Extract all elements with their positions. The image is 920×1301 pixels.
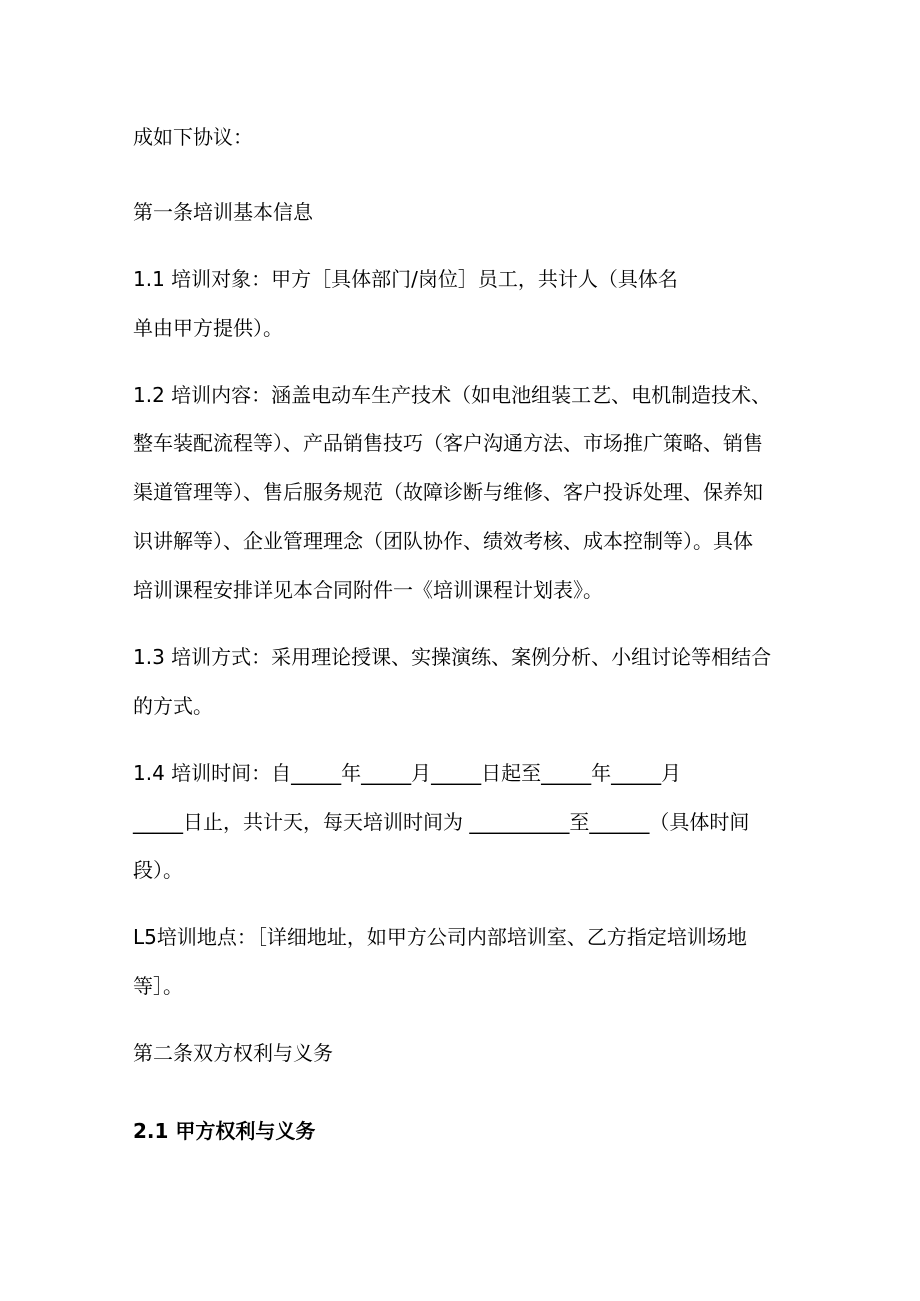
article-2-heading: 第二条双方权利与义务 <box>133 1041 333 1065</box>
clause-1-3-line-2: 的方式。 <box>133 694 213 718</box>
article-1-heading: 第一条培训基本信息 <box>133 200 313 224</box>
clause-1-2-line-5: 培训课程安排详见本合同附件一《培训课程计划表》。 <box>133 578 603 602</box>
clause-1-5-line-1: L5培训地点：［详细地址，如甲方公司内部培训室、乙方指定培训场地 <box>133 925 747 949</box>
clause-1-4-line-2: _____日止，共计天，每天培训时间为 __________至______（具体时间 <box>133 810 750 834</box>
intro-line: 成如下协议： <box>133 125 253 149</box>
clause-1-2-line-3: 渠道管理等）、售后服务规范（故障诊断与维修、客户投诉处理、保养知 <box>133 480 763 504</box>
section-2-1-heading: 2.1 甲方权利与义务 <box>133 1119 316 1143</box>
clause-1-2-line-4: 识讲解等）、企业管理理念（团队协作、绩效考核、成本控制等）。具体 <box>133 529 753 553</box>
clause-1-1-line-1: 1.1 培训对象：甲方［具体部门/岗位］员工，共计人（具体名 <box>133 267 678 291</box>
clause-1-2-line-1: 1.2 培训内容：涵盖电动车生产技术（如电池组装工艺、电机制造技术、 <box>133 383 772 407</box>
clause-1-4-line-3: 段）。 <box>133 858 183 882</box>
clause-1-2-line-2: 整车装配流程等）、产品销售技巧（客户沟通方法、市场推广策略、销售 <box>133 431 763 455</box>
clause-1-5-line-2: 等］。 <box>133 974 183 998</box>
clause-1-3-line-1: 1.3 培训方式：采用理论授课、实操演练、案例分析、小组讨论等相结合 <box>133 645 772 669</box>
clause-1-1-line-2: 单由甲方提供）。 <box>133 316 283 340</box>
clause-1-4-line-1: 1.4 培训时间：自_____年_____月_____日起至_____年_____月 <box>133 761 682 785</box>
